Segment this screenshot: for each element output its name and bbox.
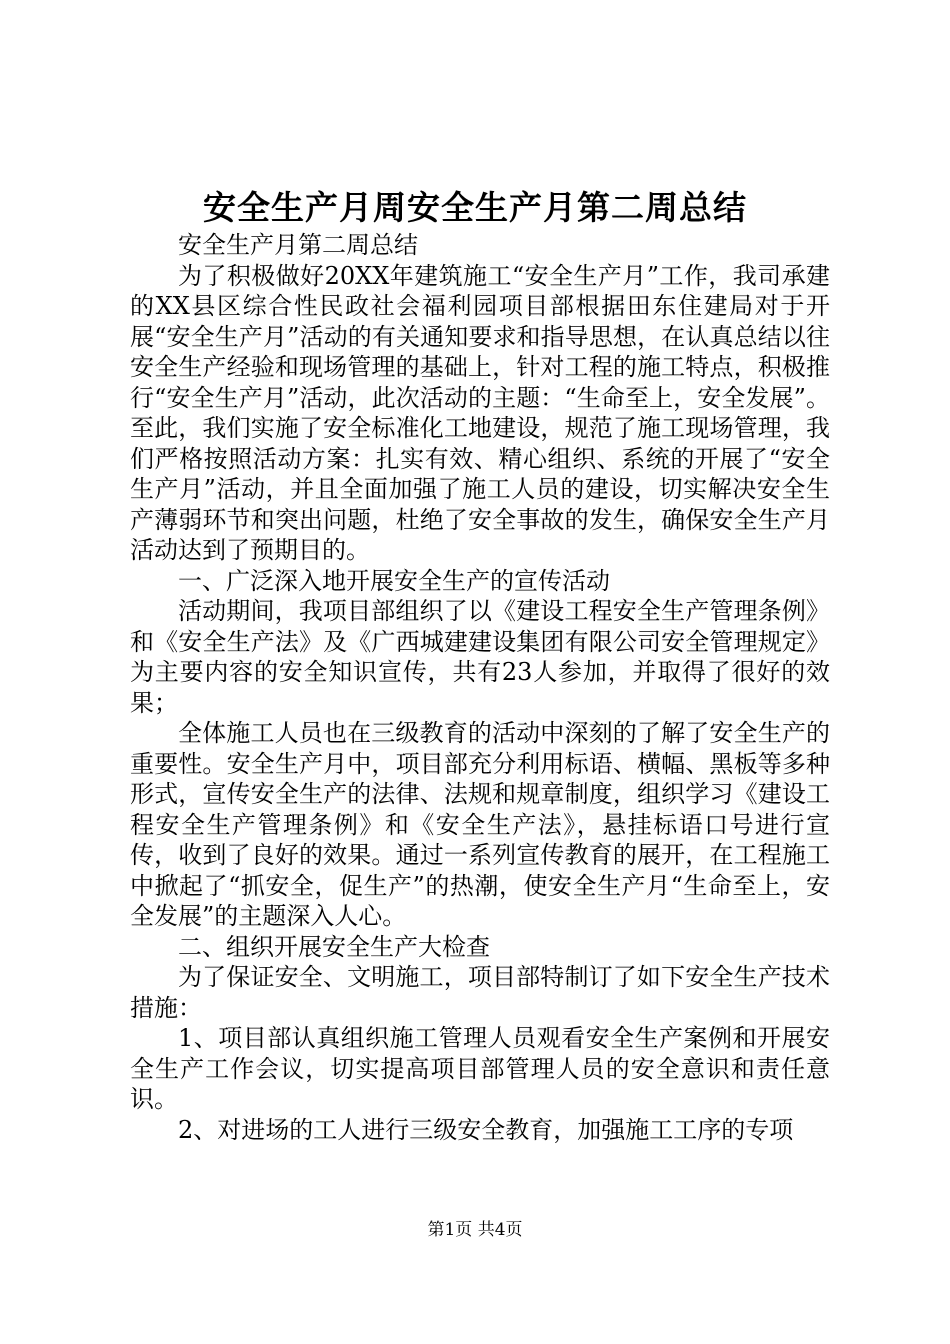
intro-paragraph: 为了积极做好20XX年建筑施工“安全生产月”工作，我司承建的XX县区综合性民政社会福利园项目部根据田东住建局对于开展“安全生产月”活动的有关通知要求和指导思想，在认真总结以往安全生产经验和现场管理的基础上，针对工程的施工特点，积极推行“安全生产月”活动，此次活动的主题：“生命至上，安全发展”。至此，我们实施了安全标准化工地建设，规范了施工现场管理，我们严格按照活动方案：扎实有效、精心组织、系统的开展了“安全生产月”活动，并且全面加强了施工人员的建设，切实解决安全生产薄弱环节和突出问题，杜绝了安全事故的发生，确保安全生产月活动达到了预期目的。 xyxy=(130,261,830,564)
list-item: 1、项目部认真组织施工管理人员观看安全生产案例和开展安全生产工作会议，切实提高项目部管理人员的安全意识和责任意识。 xyxy=(130,1024,830,1113)
body-paragraph: 全体施工人员也在三级教育的活动中深刻的了解了安全生产的重要性。安全生产月中，项目部充分利用标语、横幅、黑板等多种形式，宣传安全生产的法律、法规和规章制度，组织学习《建设工程安全生产管理条例》和《安全生产法》，悬挂标语口号进行宣传，收到了良好的效果。通过一系列宣传教育的展开，在工程施工中掀起了“抓安全，促生产”的热潮，使安全生产月“生命至上，安全发展”的主题深入人心。 xyxy=(130,719,830,930)
section-heading-1: 一、广泛深入地开展安全生产的宣传活动 xyxy=(178,566,610,595)
list-item: 2、对进场的工人进行三级安全教育，加强施工工序的专项 xyxy=(178,1115,794,1144)
section-heading-2: 二、组织开展安全生产大检查 xyxy=(178,932,490,961)
subtitle-paragraph: 安全生产月第二周总结 xyxy=(178,231,418,259)
document-title: 安全生产月周安全生产月第二周总结 xyxy=(203,188,747,227)
body-paragraph: 为了保证安全、文明施工，项目部特制订了如下安全生产技术措施： xyxy=(130,963,830,1022)
page-number-footer: 第1页 共4页 xyxy=(427,1220,523,1240)
body-paragraph: 活动期间，我项目部组织了以《建设工程安全生产管理条例》和《安全生产法》及《广西城建建设集团有限公司安全管理规定》为主要内容的安全知识宣传，共有23人参加，并取得了很好的效果； xyxy=(130,597,830,717)
document-body xyxy=(130,230,830,1145)
